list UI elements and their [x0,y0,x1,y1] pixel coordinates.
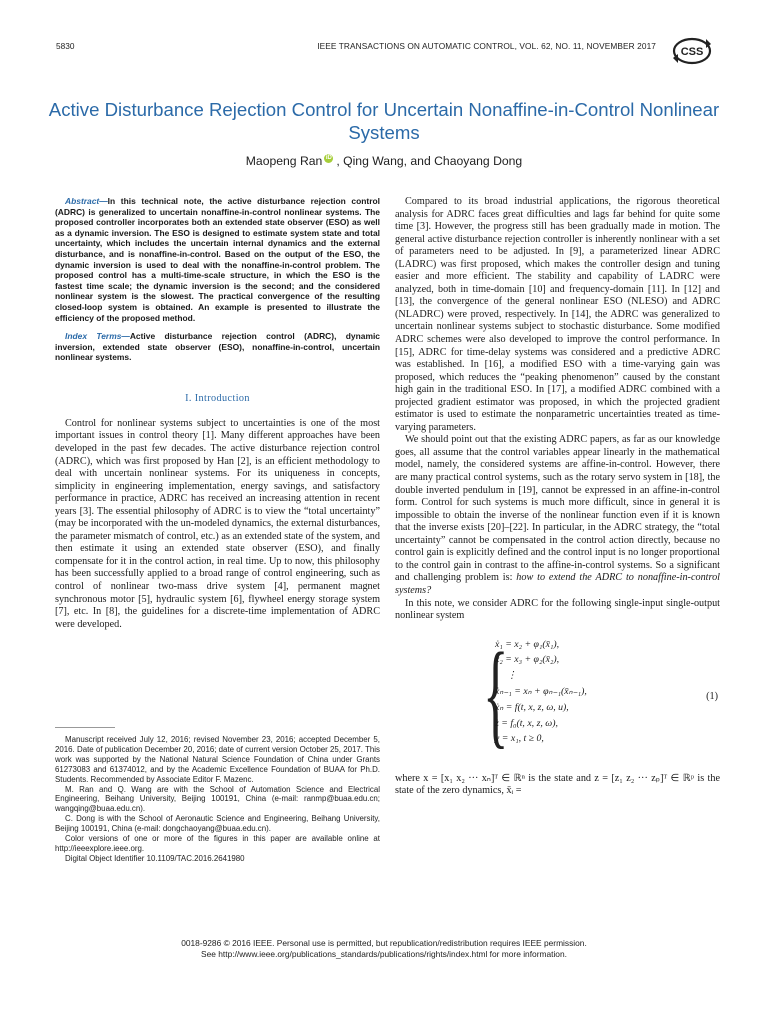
eq-line: ż = f₀(t, x, z, ω), [495,717,558,729]
right-paragraph-2 [395,434,720,597]
equation-1 [395,627,720,763]
copyright-note [40,938,728,960]
left-column [55,196,380,631]
intro-paragraph-1: Control for nonlinear systems subject to uncertainties is one of the most important issues in control theory [1]. Many different approaches have been developed in the past few decades. The active disturbance rejection control (ADRC), which was first proposed by Han [2], is an efficient methodology to deal with uncertain nonlinear systems. For its uniqueness in concepts, simplicity in engineering implementation, energy savings, and satisfactory performance in practice, ADRC has received an increasing attention in recent years [3]. The essential philosophy of ADRC is to view the “total uncertainty” (may be incorporated with the un-modeled dynamics, the external disturbances, the parameter mismatch of control, etc.) as an extended state of the system, and then estimate it using an extended state observer (ESO), and finally compensate for it in the control action, in real time. Up to now, this philosophy has been successfully applied to a broad range of control engineering, such as control of nonlinear two-mass drive system [4], permanent magnet synchronous motor [5], hydraulic system [6], flywheel energy storage system [7], etc. In [8], the guidelines for a discrete-time implementation of ADRC were developed. [55,417,380,630]
right-column [395,196,720,798]
footnote-affiliation-2: C. Dong is with the School of Aeronautic Science and Engineering, Beihang University, Beijing 100191, China (e-mail: dongchaoyang@buaa.edu.cn). [55,814,380,834]
author-list [40,154,728,168]
abstract-text: In this technical note, the active disturbance rejection control (ADRC) is generalized to uncertain nonaffine-in-control nonlinear systems. The proposed controller incorporates both an extended state observer (ESO) as well as a dynamic inversion. The ESO is designed to estimate system state and total uncertainty, which includes the uncertain internal dynamics and the external disturbance, and is nonaffine-in-control. Based on the output of the ESO, the dynamic inversion is used to deal with the nonaffine-in-control problem. The proposed control has a multi-time-scale structure, in which the ESO is the fastest time scale; the dynamic inversion is the second; and the considered nonlinear system is the slowest. The practical convergence of the resulting closed-loop system is obtained. An example is presented to illustrate the efficiency of the proposed method. [55,196,380,323]
right-paragraph-4: where x = [x₁ x₂ ··· xₙ]ᵀ ∈ ℝⁿ is the state and z = [z₁ z₂ ··· zₚ]ᵀ ∈ ℝᵖ is the state of the zero dynamics, x̄ᵢ = [395,772,720,797]
paper-title: Active Disturbance Rejection Control for Uncertain Nonaffine-in-Control Nonlinear Systems [48,99,720,143]
equation-lines [495,637,587,748]
equation-brace: { [483,627,509,759]
eq-line: y = x₁, t ≥ 0, [495,733,544,745]
logo-text: CSS [680,46,704,58]
orcid-icon[interactable]: iD [325,155,332,161]
footnote-doi: Digital Object Identifier 10.1109/TAC.2016.2641980 [65,853,245,863]
equation-number: (1) [706,690,718,702]
right-paragraph-2-text: We should point out that the existing ADRC papers, as far as our knowledge goes, all assume that the control variables appear linearly in the mathematical model, namely, the considered systems are affine-in-control. However, there are many practical control systems, such as the rotary servo system in [18], the double inverted pendulum in [19], cannot be expressed in an affine-in-control form. Control for such systems is much more difficult, since in general it is impossible to obtain the inverse of the nonlinear function even if it is known that the inverse exists [20]–[22]. In particular, in the ADRC strategy, the “total uncertainty” cannot be compensated in the control action directly, because no control gain is explicitly defined and the control input is no longer proportional to the control gain in contrast to the affine-in-control systems. So a significant and challenging problem is: [395,434,720,584]
rights-link-line[interactable]: See http://www.ieee.org/publications_standards/publications/rights/index.html for more information. [201,949,567,959]
abstract-lead: Abstract— [65,196,108,206]
css-society-logo [670,36,714,66]
eq-line: ẋ₂ = x₃ + φ₂(x̄₂), [495,654,560,666]
footnote-rule [55,727,115,728]
section-heading-introduction: I. Introduction [185,392,250,404]
copyright-line: 0018-9286 © 2016 IEEE. Personal use is permitted, but republication/redistribution requires IEEE permission. [181,938,587,948]
index-terms-lead: Index Terms— [65,331,130,342]
footnote-manuscript: Manuscript received July 12, 2016; revised November 23, 2016; accepted December 5, 2016. Date of publication December 20, 2016; date of current version October 25, 2017. This work was supported by the National Natural Science Foundation of China under Grants 61273083 and 61374012, and by the Academic Excellence Foundation of BUAA for Ph.D. Students. Recommended by Associate Editor F. Mazenc. [55,735,380,784]
eq-line: ẋ₁ = x₂ + φ₁(x̄₁), [495,638,560,650]
footnote-affiliation-1: M. Ran and Q. Wang are with the School of Automation Science and Electrical Engineering, Beihang University, Beijing 100191, China (e-mail: ranmp@buaa.edu.cn; wangqing@buaa.edu.cn). [55,784,380,814]
page-number: 5830 [56,41,75,51]
footnote-color-versions: Color versions of one or more of the figures in this paper are available online at http://ieeexplore.ieee.org. [55,834,380,853]
coauthors: , Qing Wang, and Chaoyang Dong [336,154,523,168]
research-question: how to extend the ADRC to nonaffine-in-control systems? [395,572,720,596]
right-paragraph-3: In this note, we consider ADRC for the following single-input single-output nonlinear system [395,597,720,622]
eq-line: ⋮ [507,670,517,682]
eq-line: ẋₙ = f(t, x, z, ω, u), [495,701,569,713]
index-terms-text: Active disturbance rejection control (ADRC), dynamic inversion, extended state observer (ESO), nonaffine-in-control, uncertain nonlinear systems. [55,331,380,363]
right-paragraph-1: Compared to its broad industrial applications, the rigorous theoretical analysis for ADRC faces great difficulties and lags far behind for quite some time [3]. However, the progress still has been gradually made in motion. The general active disturbance rejection controller is inherently nonlinear with a set of parameters need to be adjusted. In [9], a parameterized linear ADRC (LADRC) was first proposed, which makes the controller design and tuning easier and more efficient. The stability and capability of LADRC were analyzed, both in time-domain [10] and frequency-domain [11]. In [12] and [13], the convergence of the general nonlinear ESO (NLESO) and ADRC (NLADRC) were proved, respectively. In [14], the ADRC was generalized to uncertain nonlinear systems subject to stochastic disturbance. Some modified ADRC schemes were also developed to improve the control performance. In [15], ADRC for time-delay systems was considered and a predictive ADRC was established. In [16], a modified ESO with a time-varying gain was proposed, which reduces the “peaking phenomenon” caused by the constant high gain in the traditional ESO. In [17], a modified ADRC combined with a projected gradient estimator was proposed, in which the projected gradient estimator is used to estimate the nonparametric uncertainties treated as time-varying parameters. [395,196,720,433]
first-page-footnote [55,735,380,864]
abstract [55,196,380,323]
eq-line: ẋₙ₋₁ = xₙ + φₙ₋₁(x̄ₙ₋₁), [495,685,587,697]
index-terms [55,331,380,363]
first-author: Maopeng Ran [245,154,323,168]
journal-info: IEEE TRANSACTIONS ON AUTOMATIC CONTROL, VOL. 62, NO. 11, NOVEMBER 2017 [317,41,656,51]
running-header [56,41,656,55]
